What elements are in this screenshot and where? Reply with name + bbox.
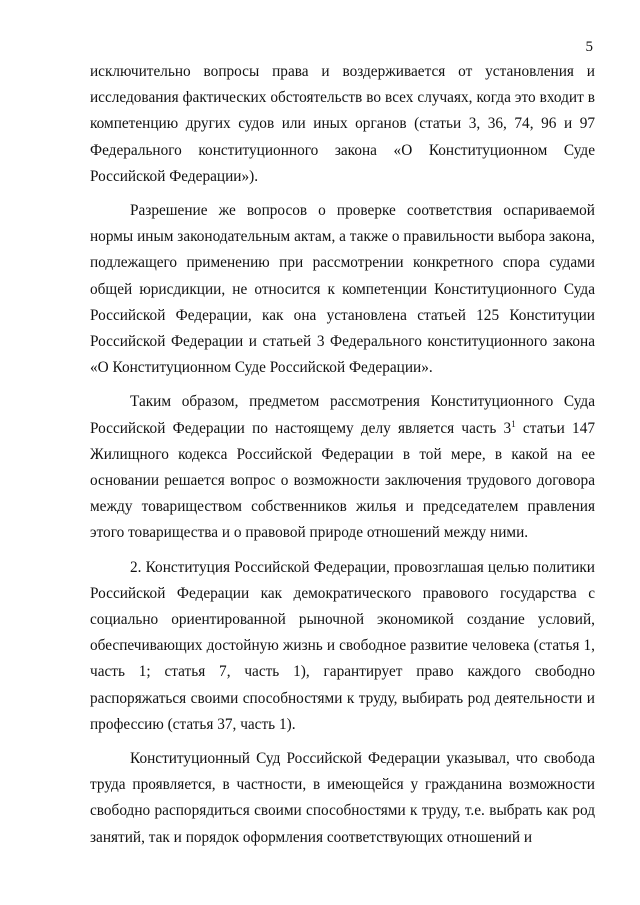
paragraph-subject-text-start: Таким образом, предметом рассмотрения Конституционного Суда Российской Федерации по настоящему делу является часть 3 bbox=[90, 393, 595, 437]
document-body bbox=[90, 59, 595, 859]
page-number: 5 bbox=[585, 39, 593, 55]
superscript-index: 1 bbox=[511, 418, 516, 429]
paragraph-competence: Разрешение же вопросов о проверке соответствия оспариваемой нормы иным законодательным актам, а также о правильности выбора закона, подлежащего применению при рассмотрении конкретного спора судами общей юрисдикции, не относится к компетенции Конституционного Суда Российской Федерации, как она установлена статьей 125 Конституции Российской Федерации и статьей 3 Федерального конституционного закона «О Конституционном Суде Российской Федерации». bbox=[90, 202, 595, 377]
paragraph-subject-of-review bbox=[90, 389, 595, 546]
paragraph-continuation: исключительно вопросы права и воздерживается от установления и исследования фактических обстоятельств во всех случаях, когда это входит в компетенцию других судов или иных органов (статьи 3, 36, 74, 96 и 97 Федерального конституционного закона «О Конституционном Суде Российской Федерации»). bbox=[90, 63, 595, 185]
paragraph-subject-text-end: статьи 147 Жилищного кодекса Российской Федерации в той мере, в какой на ее основании решается вопрос о возможности заключения трудового договора между товариществом собственников жилья и председателем правления этого товарищества и о правовой природе отношений между ними. bbox=[90, 419, 595, 542]
paragraph-court-position: Конституционный Суд Российской Федерации указывал, что свобода труда проявляется, в частности, в имеющейся у гражданина возможности свободно распорядиться своими способностями к труду, т.е. выбрать как род занятий, так и порядок оформления соответствующих отношений и bbox=[90, 750, 595, 846]
paragraph-constitution: 2. Конституция Российской Федерации, провозглашая целью политики Российской Федерации как демократического правового государства с социально ориентированной рыночной экономикой создание условий, обеспечивающих достойную жизнь и свободное развитие человека (статья 1, часть 1; статья 7, часть 1), гарантирует право каждого свободно распоряжаться своими способностями к труду, выбирать род деятельности и профессию (статья 37, часть 1). bbox=[90, 558, 595, 733]
